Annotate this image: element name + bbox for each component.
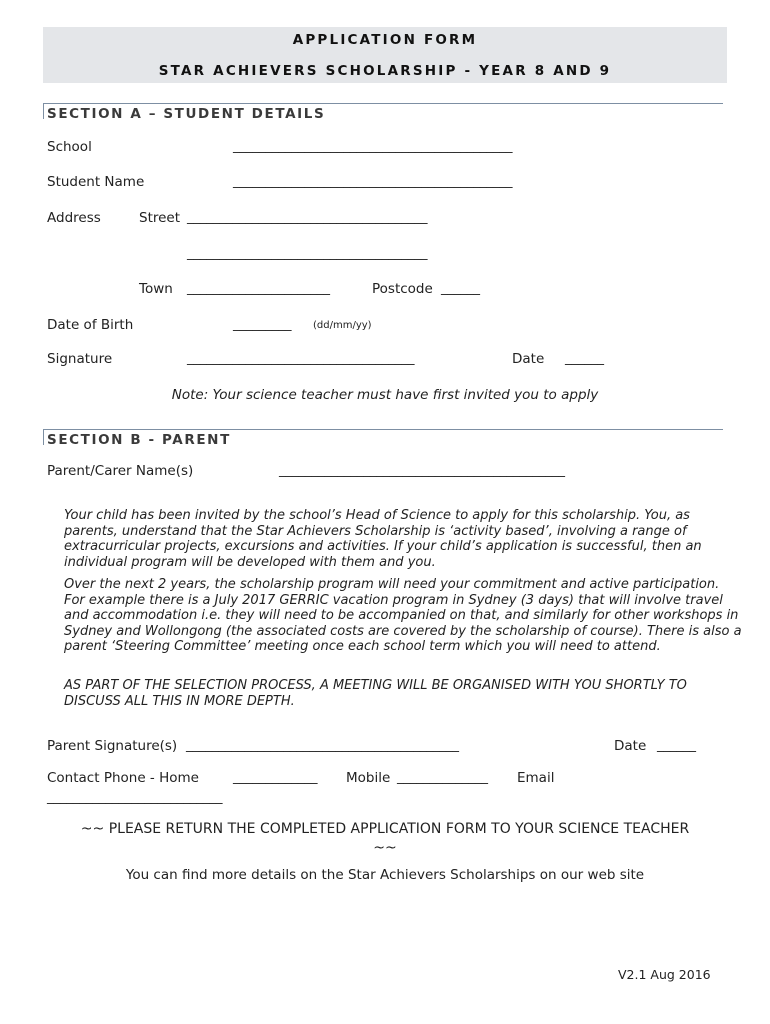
parent-name-field[interactable]: ____________________________________________ xyxy=(279,463,565,478)
apply-note: Note: Your science teacher must have first invited you to apply xyxy=(171,387,599,403)
address-label: Address xyxy=(47,210,101,226)
email-field[interactable]: ___________________________ xyxy=(47,790,223,805)
email-label: Email xyxy=(517,770,555,786)
return-instruction: ~~ PLEASE RETURN THE COMPLETED APPLICATION FORM TO YOUR SCIENCE TEACHER xyxy=(80,821,690,837)
parent-name-label: Parent/Carer Name(s) xyxy=(47,463,194,479)
return-instruction-tail: ~~ xyxy=(373,840,397,856)
info-paragraph-1: Your child has been invited by the school’s Head of Science to apply for this scholarship. You, as parents, understand that the Star Achievers Scholarship is ‘activity based’, involving a range of extracurricular projects, excursions and activities. If your child’s application is successful, then an individual program will be developed with them and you. xyxy=(64,508,702,570)
info-paragraph-3: AS PART OF THE SELECTION PROCESS, A MEETING WILL BE ORGANISED WITH YOU SHORTLY TO DISCUSS ALL THIS IN MORE DEPTH. xyxy=(64,678,687,709)
date-label: Date xyxy=(512,351,545,367)
postcode-field[interactable]: ______ xyxy=(441,281,480,296)
dob-label: Date of Birth xyxy=(47,317,134,333)
parent-signature-label: Parent Signature(s) xyxy=(47,738,178,754)
section-b-title: SECTION B - PARENT xyxy=(47,432,231,448)
parent-date-field[interactable]: ______ xyxy=(657,738,696,753)
town-label: Town xyxy=(139,281,173,297)
date-field[interactable]: ______ xyxy=(565,351,604,366)
street-label: Street xyxy=(139,210,181,226)
town-field[interactable]: ______________________ xyxy=(187,281,330,296)
info-paragraph-2: Over the next 2 years, the scholarship program will need your commitment and active participation. For example there is a July 2017 GERRIC vacation program in Sydney (3 days) that will involve travel and accommodation i.e. they will need to be accompanied on that, and similarly for other workshops in Sydney and Wollongong (the associated costs are covered by the scholarship of course). There is also a parent ‘Steering Committee’ meeting once each school term which you will need to attend. xyxy=(64,577,742,654)
section-a-title: SECTION A – STUDENT DETAILS xyxy=(47,106,326,122)
student-name-label: Student Name xyxy=(47,174,145,190)
section-b-tick xyxy=(43,429,44,445)
signature-field[interactable]: ___________________________________ xyxy=(187,351,415,366)
school-field[interactable]: ___________________________________________ xyxy=(233,139,513,154)
phone-home-label: Contact Phone - Home xyxy=(47,770,199,786)
dob-format-hint: (dd/mm/yy) xyxy=(313,320,372,331)
school-label: School xyxy=(47,139,92,155)
street-field-line2[interactable]: _____________________________________ xyxy=(187,246,428,261)
phone-home-field[interactable]: _____________ xyxy=(233,770,318,785)
version-label: V2.1 Aug 2016 xyxy=(618,967,711,982)
mobile-field[interactable]: ______________ xyxy=(397,770,488,785)
dob-field[interactable]: _________ xyxy=(233,317,292,332)
postcode-label: Postcode xyxy=(372,281,433,297)
form-title: APPLICATION FORM xyxy=(292,32,478,48)
form-header xyxy=(43,27,727,83)
signature-label: Signature xyxy=(47,351,113,367)
parent-date-label: Date xyxy=(614,738,647,754)
section-a-rule xyxy=(43,103,723,104)
street-field[interactable]: _____________________________________ xyxy=(187,210,428,225)
section-a-tick xyxy=(43,103,44,119)
parent-signature-field[interactable]: __________________________________________ xyxy=(186,738,459,753)
mobile-label: Mobile xyxy=(346,770,391,786)
student-name-field[interactable]: ___________________________________________ xyxy=(233,174,513,189)
website-note: You can find more details on the Star Achievers Scholarships on our web site xyxy=(125,867,645,883)
section-b-rule xyxy=(43,429,723,430)
form-subtitle: STAR ACHIEVERS SCHOLARSHIP - YEAR 8 AND 9 xyxy=(158,63,612,79)
